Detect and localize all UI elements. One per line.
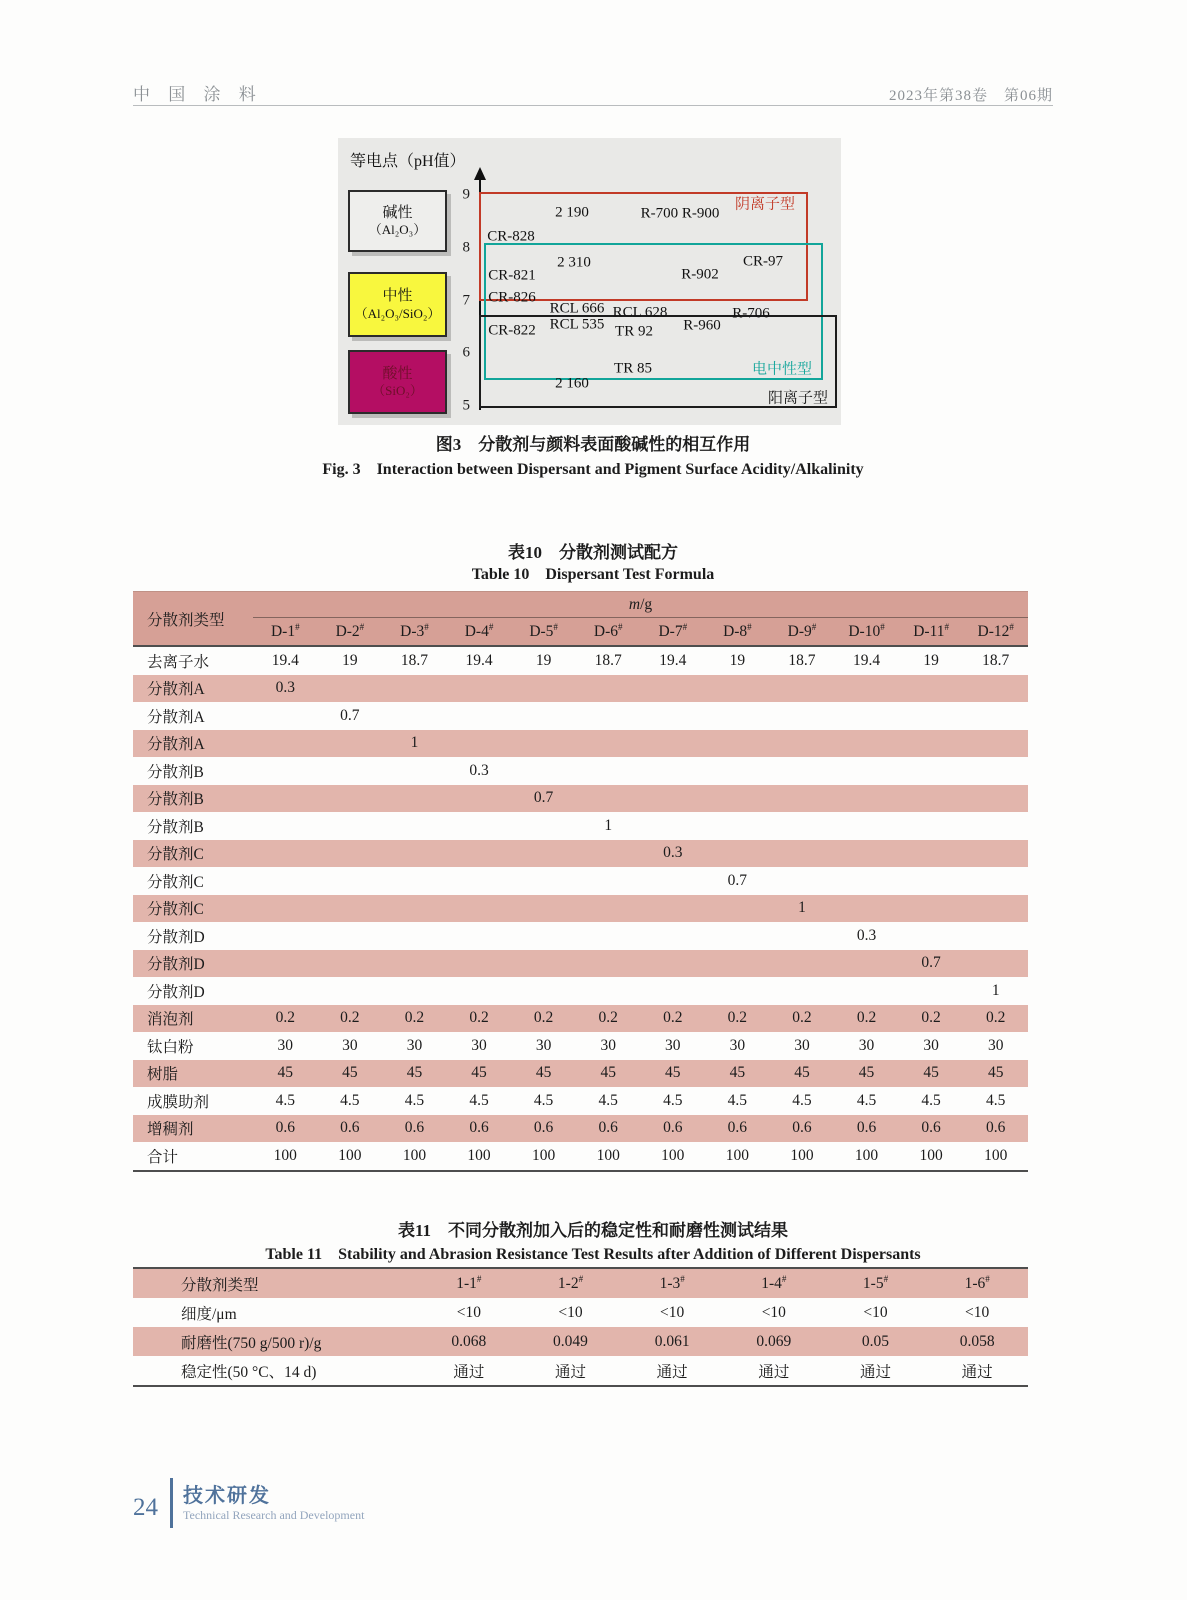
chart-point-label: 2 310 — [557, 254, 591, 271]
table-cell: 0.2 — [792, 1009, 812, 1027]
table-cell: 通过 — [656, 1363, 688, 1381]
table-cell: 45 — [858, 1064, 875, 1082]
table-stability-abrasion — [133, 1267, 1028, 1387]
table-cell: 0.068 — [451, 1332, 487, 1350]
legend-box-label: 碱性 — [382, 204, 413, 221]
row-label: 分散剂D — [147, 956, 205, 974]
table-cell: 0.6 — [663, 1119, 683, 1137]
table10-title-cn: 表10 分散剂测试配方 — [508, 543, 678, 562]
column-header: D-9# — [787, 621, 817, 640]
column-header: D-10# — [848, 621, 885, 640]
column-header: 1-4# — [761, 1273, 787, 1292]
table-row — [133, 840, 1028, 868]
unit-symbol: m — [628, 595, 641, 613]
table-cell: 30 — [406, 1036, 423, 1054]
y-axis-tick-label: 6 — [462, 344, 470, 361]
table-cell: 0.6 — [921, 1119, 941, 1137]
chart-point-label: CR-826 — [488, 289, 536, 306]
table-cell: 0.061 — [654, 1332, 690, 1350]
section-name-cn: 技术研发 — [183, 1484, 271, 1507]
table-row — [133, 950, 1028, 978]
table-cell: 0.2 — [275, 1009, 295, 1027]
table-cell: 45 — [923, 1064, 939, 1082]
row-label: 去离子水 — [147, 653, 210, 671]
table-cell: 100 — [790, 1146, 814, 1164]
table-cell: 通过 — [758, 1363, 790, 1381]
chart-point-label: R-700 R-900 — [640, 205, 720, 222]
table-cell: <10 — [863, 1303, 888, 1321]
table-cell: 0.3 — [275, 679, 295, 697]
chart-point-label: TR 85 — [614, 360, 652, 377]
table-row — [133, 977, 1028, 1005]
column-header: D-7# — [658, 621, 688, 640]
table-cell: <10 — [761, 1303, 786, 1321]
figure-dispersant-ph-diagram — [338, 138, 841, 425]
row-label: 耐磨性(750 g/500 r)/g — [181, 1334, 322, 1352]
table-cell: 0.2 — [340, 1009, 360, 1027]
table-cell: 0.2 — [727, 1009, 748, 1027]
table-cell: 19 — [342, 651, 358, 669]
table-cell: <10 — [456, 1303, 481, 1321]
table-cell: 19 — [729, 651, 746, 669]
table-cell: 45 — [535, 1064, 552, 1082]
chart-point-label: TR 92 — [615, 323, 653, 340]
table-cell: 30 — [858, 1036, 875, 1054]
table-cell: 19.4 — [852, 651, 881, 669]
table-cell: 30 — [794, 1036, 810, 1054]
table-cell: 1 — [798, 899, 806, 917]
column-header: 1-1# — [456, 1273, 482, 1292]
region-label: 阳离子型 — [767, 390, 829, 407]
page-number: 24 — [133, 1494, 158, 1521]
table11-body — [133, 1298, 1028, 1385]
y-axis-tick-label: 5 — [462, 397, 470, 414]
chart-point-label: R-902 — [681, 266, 719, 283]
row-label: 分散剂C — [147, 901, 204, 919]
row-label: 增稠剂 — [147, 1121, 194, 1139]
table-cell: 0.6 — [469, 1119, 489, 1137]
table-cell: 30 — [471, 1036, 487, 1054]
table-row — [133, 1005, 1028, 1033]
table-cell: 1 — [991, 981, 1000, 999]
chart-point-label: 2 190 — [555, 204, 589, 221]
row-label: 分散剂B — [147, 763, 204, 781]
table-cell: 18.7 — [400, 651, 429, 669]
table-cell: 通过 — [453, 1363, 485, 1381]
column-header: D-1# — [270, 621, 300, 640]
table-cell: 19.4 — [465, 651, 493, 669]
table-cell: 0.7 — [921, 954, 941, 972]
chart-point-label: R-960 — [683, 317, 721, 334]
column-header: D-2# — [335, 621, 365, 640]
table-cell: 19 — [535, 651, 552, 669]
table-cell: 0.2 — [663, 1009, 683, 1027]
header-rule — [133, 105, 1053, 106]
table11-title-cn: 表11 不同分散剂加入后的稳定性和耐磨性测试结果 — [397, 1221, 789, 1240]
table-cell: 30 — [987, 1036, 1004, 1054]
table-cell: 0.6 — [533, 1119, 554, 1137]
table-cell: 18.7 — [982, 651, 1010, 669]
table-row — [133, 730, 1028, 758]
column-header: D-11# — [913, 621, 949, 640]
journal-name: 中 国 涂 料 — [133, 85, 263, 104]
table-row — [133, 1087, 1028, 1115]
figure-caption-en: Fig. 3 Interaction between Dispersant and Pigment Surface Acidity/Alkalinity — [322, 461, 864, 478]
table-cell: 通过 — [961, 1363, 993, 1381]
table-dispersant-formula — [133, 591, 1028, 1172]
table-row — [133, 647, 1028, 675]
table-cell: 45 — [600, 1064, 616, 1082]
table-cell: 0.6 — [340, 1119, 360, 1137]
region-label: 电中性型 — [751, 361, 813, 378]
table-cell: 30 — [923, 1036, 939, 1054]
figure-axis-title: 等电点（pH值） — [350, 153, 466, 170]
table10-header — [133, 591, 1028, 647]
table-row — [133, 867, 1028, 895]
table-cell: 4.5 — [986, 1091, 1006, 1109]
section-name-en: Technical Research and Development — [183, 1507, 365, 1522]
table-row — [133, 1327, 1028, 1356]
table-row — [133, 922, 1028, 950]
table-cell: 4.5 — [921, 1091, 941, 1109]
legend-box-sublabel: （SiO₂） — [372, 383, 423, 399]
table-cell: 4.5 — [404, 1091, 425, 1109]
row-label: 合计 — [147, 1148, 179, 1166]
legend-box — [348, 190, 447, 252]
table-cell: 100 — [725, 1146, 749, 1164]
table-cell: 45 — [987, 1064, 1004, 1082]
table-cell: <10 — [965, 1303, 990, 1321]
row-label: 分散剂C — [147, 873, 204, 891]
table-cell: 0.058 — [959, 1332, 995, 1350]
table-cell: 100 — [984, 1146, 1008, 1164]
table-row — [133, 757, 1028, 785]
legend-box — [348, 350, 447, 414]
table-row — [133, 675, 1028, 703]
table-cell: 4.5 — [663, 1091, 683, 1109]
table-cell: 0.6 — [986, 1119, 1006, 1137]
legend-box-label: 中性 — [382, 288, 413, 304]
table-row — [133, 702, 1028, 730]
table-cell: 1 — [604, 816, 613, 834]
table-cell: 0.069 — [756, 1332, 792, 1350]
table-row — [133, 1060, 1028, 1088]
table-cell: 100 — [596, 1146, 620, 1164]
table-cell: 0.6 — [275, 1119, 295, 1137]
row-label: 成膜助剂 — [147, 1093, 210, 1111]
region-label: 阴离子型 — [734, 196, 796, 213]
table-cell: 30 — [535, 1036, 552, 1054]
table-cell: 0.3 — [469, 761, 489, 779]
table10-unit-header — [253, 592, 1028, 618]
column-header: D-3# — [400, 621, 429, 640]
row-label: 分散剂A — [147, 708, 205, 726]
column-header: D-12# — [977, 621, 1014, 640]
table11-row-header: 分散剂类型 — [181, 1276, 259, 1294]
table-cell: 18.7 — [788, 651, 816, 669]
table10-column-headers — [253, 618, 1028, 645]
table-cell: 0.3 — [663, 844, 683, 862]
table-row — [133, 1115, 1028, 1143]
table-cell: 0.2 — [856, 1009, 877, 1027]
row-label: 分散剂D — [147, 928, 205, 946]
table-cell: 100 — [919, 1146, 943, 1164]
column-header: D-8# — [723, 621, 752, 640]
table-row — [133, 1032, 1028, 1060]
table-cell: 0.7 — [533, 789, 554, 807]
column-header: 1-5# — [862, 1273, 889, 1292]
table-cell: 4.5 — [856, 1091, 877, 1109]
table-row — [133, 895, 1028, 923]
y-axis-arrow-icon — [474, 167, 486, 180]
table-cell: 19.4 — [659, 651, 687, 669]
column-header: 1-6# — [964, 1273, 990, 1292]
chart-point-label: CR-828 — [487, 228, 535, 245]
table-cell: 通过 — [859, 1363, 891, 1381]
footer-divider — [170, 1478, 173, 1528]
table-row — [133, 812, 1028, 840]
table-cell: 100 — [661, 1146, 685, 1164]
table-row — [133, 1142, 1028, 1170]
table-cell: 0.7 — [727, 871, 748, 889]
table-cell: 45 — [729, 1064, 746, 1082]
table-cell: <10 — [660, 1303, 685, 1321]
chart-point-label: CR-821 — [488, 267, 536, 284]
table-row — [133, 1298, 1028, 1327]
table-cell: 100 — [273, 1146, 297, 1164]
row-label: 分散剂A — [147, 681, 205, 699]
table-cell: 1 — [410, 734, 419, 752]
column-header: 1-2# — [557, 1273, 584, 1292]
table-cell: 30 — [277, 1036, 294, 1054]
table-cell: 4.5 — [533, 1091, 554, 1109]
table-cell: 0.6 — [856, 1119, 877, 1137]
table-cell: 0.2 — [921, 1009, 941, 1027]
table-row — [133, 1356, 1028, 1385]
column-header: 1-3# — [659, 1273, 685, 1292]
issue-info: 2023年第38卷 第06期 — [888, 88, 1053, 104]
row-label: 树脂 — [147, 1066, 179, 1084]
row-label: 钛白粉 — [147, 1038, 194, 1056]
legend-box-sublabel: （Al₂O₃） — [368, 222, 427, 238]
table-cell: 19.4 — [271, 651, 299, 669]
table-cell: 30 — [342, 1036, 358, 1054]
chart-point-label: CR-822 — [488, 322, 536, 339]
table-cell: 45 — [342, 1064, 358, 1082]
unit-rest: /g — [640, 595, 653, 613]
y-axis-tick-label: 8 — [462, 239, 470, 256]
table-cell: 4.5 — [727, 1091, 748, 1109]
table-cell: 4.5 — [598, 1091, 618, 1109]
table-cell: 30 — [665, 1036, 681, 1054]
column-header: D-5# — [529, 621, 558, 640]
table-cell: 0.2 — [404, 1009, 425, 1027]
figure-caption-cn: 图3 分散剂与颜料表面酸碱性的相互作用 — [435, 435, 751, 454]
table-cell: 通过 — [554, 1363, 586, 1381]
table-cell: 0.7 — [340, 706, 360, 724]
legend-box-sublabel: （Al₂O₃/SiO₂） — [354, 305, 441, 321]
page-footer — [133, 1478, 364, 1528]
row-label: 分散剂A — [147, 736, 205, 754]
table-cell: 0.2 — [986, 1009, 1006, 1027]
table10-row-header: 分散剂类型 — [147, 611, 225, 629]
column-header: D-6# — [593, 621, 623, 640]
table-cell: 100 — [402, 1146, 427, 1164]
table-cell: 0.6 — [792, 1119, 812, 1137]
legend-box — [348, 272, 447, 337]
table-cell: 0.2 — [598, 1009, 618, 1027]
table-cell: 45 — [406, 1064, 423, 1082]
row-label: 分散剂D — [147, 983, 205, 1001]
table-cell: 100 — [531, 1146, 556, 1164]
table-cell: 0.6 — [598, 1119, 618, 1137]
chart-point-label: R-706 — [732, 305, 770, 322]
table-cell: 4.5 — [469, 1091, 489, 1109]
column-header: D-4# — [464, 621, 494, 640]
table-cell: 45 — [471, 1064, 487, 1082]
table-cell: 4.5 — [275, 1091, 295, 1109]
table-cell: 45 — [794, 1064, 810, 1082]
chart-point-label: 2 160 — [555, 375, 589, 392]
table11-header — [133, 1269, 1028, 1298]
row-label: 分散剂C — [147, 846, 204, 864]
table-cell: 4.5 — [792, 1091, 812, 1109]
table-cell: <10 — [558, 1303, 583, 1321]
table-cell: 100 — [854, 1146, 879, 1164]
table-cell: 19 — [923, 651, 939, 669]
table10-title-en: Table 10 Dispersant Test Formula — [471, 566, 715, 583]
row-label: 细度/μm — [181, 1305, 237, 1323]
chart-point-label: RCL 628 — [612, 304, 668, 321]
table-cell: 100 — [338, 1146, 362, 1164]
table-cell: 4.5 — [340, 1091, 360, 1109]
table-cell: 30 — [729, 1036, 746, 1054]
row-label: 分散剂B — [147, 818, 204, 836]
table-cell: 0.6 — [727, 1119, 748, 1137]
legend-box-label: 酸性 — [382, 365, 413, 382]
table-cell: 0.05 — [861, 1332, 890, 1350]
table-cell: 45 — [665, 1064, 681, 1082]
table-cell: 0.2 — [469, 1009, 489, 1027]
table11-title-en: Table 11 Stability and Abrasion Resistance Test Results after Addition of Different Dispersants — [265, 1246, 921, 1263]
table-cell: 30 — [600, 1036, 616, 1054]
table10-body — [133, 647, 1028, 1172]
table-row — [133, 785, 1028, 813]
table-cell: 18.7 — [594, 651, 622, 669]
row-label: 稳定性(50 °C、14 d) — [181, 1363, 317, 1381]
table-cell: 0.6 — [404, 1119, 425, 1137]
table-cell: 100 — [467, 1146, 491, 1164]
table-cell: 0.3 — [856, 926, 877, 944]
chart-point-label: CR-97 — [742, 253, 784, 270]
chart-point-label: RCL 535 — [549, 316, 605, 333]
y-axis-tick-label: 7 — [462, 292, 470, 309]
row-label: 分散剂B — [147, 791, 204, 809]
table-cell: 45 — [277, 1064, 294, 1082]
table-cell: 0.049 — [553, 1332, 588, 1350]
row-label: 消泡剂 — [147, 1011, 194, 1029]
chart-point-label: RCL 666 — [549, 300, 605, 317]
y-axis-tick-label: 9 — [462, 186, 470, 203]
table-cell: 0.2 — [533, 1009, 554, 1027]
